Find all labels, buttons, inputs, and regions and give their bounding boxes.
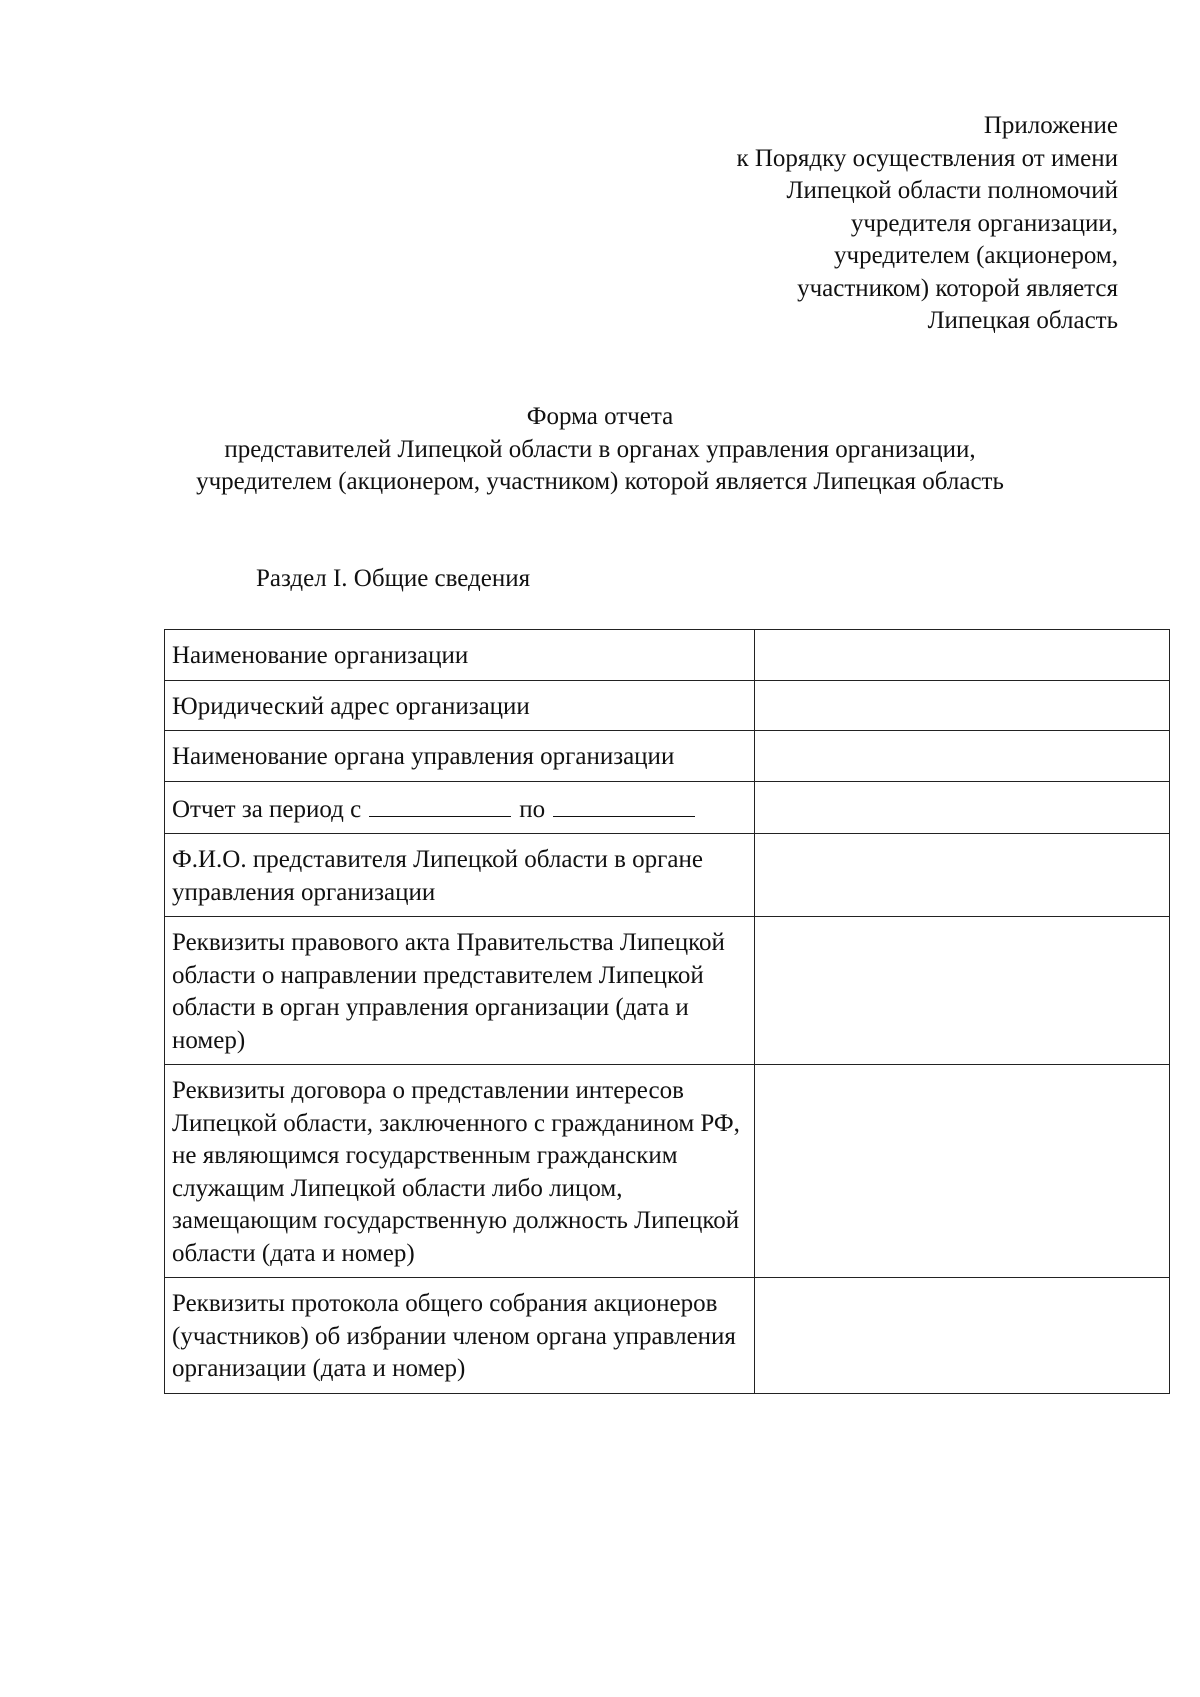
table-row — [165, 1278, 1170, 1394]
appendix-line: учредителем (акционером, — [834, 242, 1118, 269]
row-label-government-act: Реквизиты правового акта Правительства Липецкой области о направлении представителем Липецкой области в орган управления организации (дата и номер) — [165, 917, 755, 1065]
table-row — [165, 680, 1170, 731]
row-value-representation-contract[interactable] — [755, 1065, 1170, 1278]
table-row — [165, 834, 1170, 917]
row-label-representative-name: Ф.И.О. представителя Липецкой области в органе управления организации — [165, 834, 755, 917]
appendix-line: Приложение — [983, 112, 1118, 139]
form-title-line: учредителем (акционером, участником) которой является Липецкая область — [196, 468, 1004, 495]
row-value-organization-name[interactable] — [755, 630, 1170, 681]
form-title-line: Форма отчета — [526, 403, 674, 430]
appendix-line: участником) которой является — [797, 274, 1118, 302]
appendix-line: Липецкой области полномочий — [786, 177, 1118, 204]
table-row — [165, 731, 1170, 782]
row-label-legal-address: Юридический адрес организации — [165, 680, 755, 731]
period-middle: по — [519, 795, 546, 823]
row-value-government-act[interactable] — [755, 917, 1170, 1065]
row-value-shareholders-protocol[interactable] — [755, 1278, 1170, 1394]
period-from-blank[interactable] — [369, 792, 511, 817]
period-to-blank[interactable] — [553, 792, 695, 817]
form-title — [0, 401, 1200, 499]
general-info-table — [164, 629, 1170, 1394]
table-row — [165, 1065, 1170, 1278]
appendix-line: учредителя организации, — [850, 209, 1118, 237]
row-label-representation-contract: Реквизиты договора о представлении интересов Липецкой области, заключенного с гражданином РФ, не являющимся государственным гражданским служащим Липецкой области либо лицом, замещающим государственную должность Липецкой области (дата и номер) — [165, 1065, 755, 1278]
row-value-legal-address[interactable] — [755, 680, 1170, 731]
row-value-report-period[interactable] — [755, 781, 1170, 834]
row-value-representative-name[interactable] — [755, 834, 1170, 917]
table-row — [165, 630, 1170, 681]
appendix-header — [558, 110, 1118, 338]
section-heading: Раздел I. Общие сведения — [256, 565, 531, 592]
appendix-line: Липецкая область — [927, 307, 1118, 334]
form-title-line: представителей Липецкой области в органах управления организации, — [224, 435, 976, 463]
table-row — [165, 781, 1170, 834]
row-label-governing-body: Наименование органа управления организации — [165, 731, 755, 782]
row-value-governing-body[interactable] — [755, 731, 1170, 782]
row-label-organization-name: Наименование организации — [165, 630, 755, 681]
table-row — [165, 917, 1170, 1065]
row-label-report-period — [165, 781, 755, 834]
row-label-shareholders-protocol: Реквизиты протокола общего собрания акционеров (участников) об избрании членом органа управления организации (дата и номер) — [165, 1278, 755, 1394]
period-prefix: Отчет за период с — [172, 795, 362, 823]
appendix-line: к Порядку осуществления от имени — [736, 144, 1118, 172]
